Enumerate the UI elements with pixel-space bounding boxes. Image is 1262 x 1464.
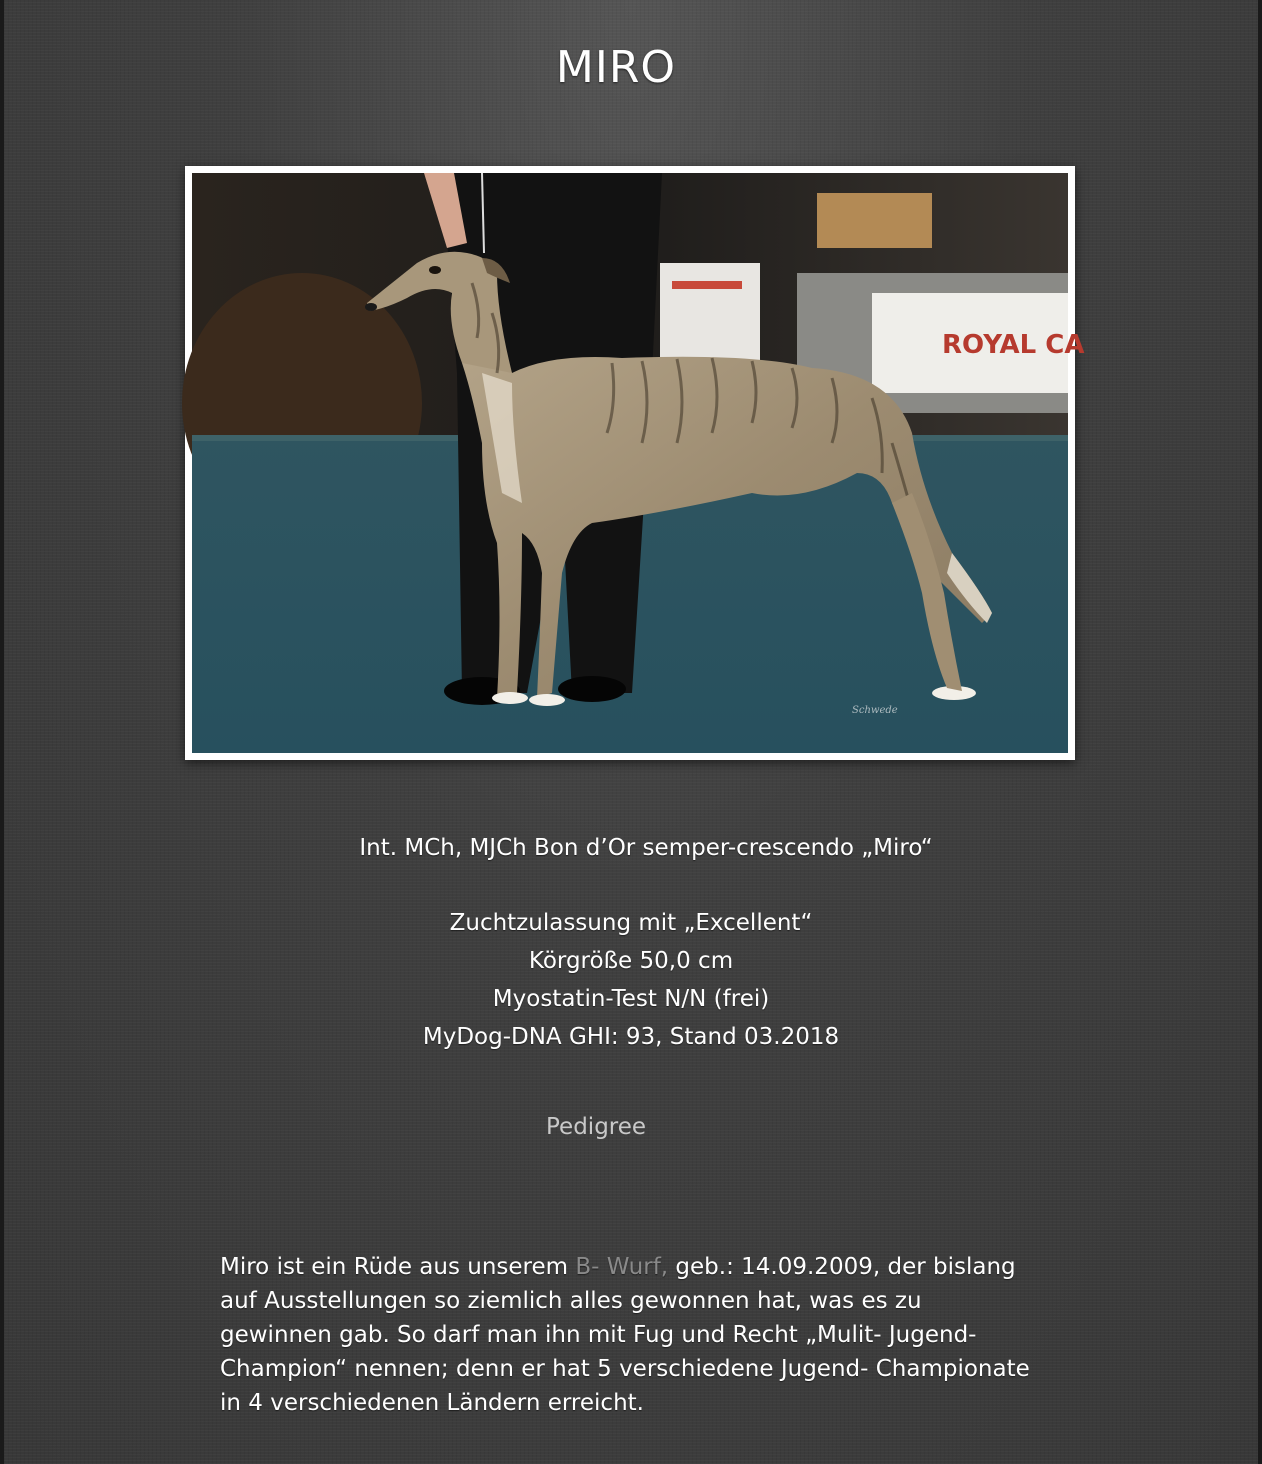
fact-breeding-approval: Zuchtzulassung mit „Excellent“: [449, 910, 813, 936]
page-edge-left: [0, 0, 4, 1464]
banner-text: ROYAL CA: [942, 330, 1085, 360]
pedigree-link[interactable]: Pedigree: [546, 1114, 647, 1140]
page-title: MIRO: [555, 42, 677, 93]
page-edge-right: [1258, 0, 1262, 1464]
b-wurf-link[interactable]: B- Wurf,: [575, 1254, 669, 1280]
dog-photo-image: [192, 173, 1085, 753]
svg-text:Schwede: Schwede: [852, 705, 898, 716]
dog-title: Int. MCh, MJCh Bon d’Or semper-crescendo „Miro“: [359, 835, 933, 861]
description-text-start: Miro ist ein Rüde aus unserem: [220, 1254, 576, 1280]
dog-facts: [0, 904, 1262, 1056]
dog-photo: [185, 166, 1085, 760]
fact-myostatin: Myostatin-Test N/N (frei): [492, 986, 770, 1012]
description-text-end: geb.: 14.09.2009, der bislang auf Ausstellungen so ziemlich alles gewonnen hat, was es zu gewinnen gab. So darf man ihn mit Fug und Recht „Mulit- Jugend- Champion“ nennen; denn er hat 5 verschiedene Jugend- Championate in 4 verschiedenen Ländern erreicht.: [220, 1254, 1030, 1416]
description-paragraph: [220, 1250, 1040, 1420]
fact-height: Körgröße 50,0 cm: [528, 948, 734, 974]
fact-mydog-dna: MyDog-DNA GHI: 93, Stand 03.2018: [422, 1024, 840, 1050]
